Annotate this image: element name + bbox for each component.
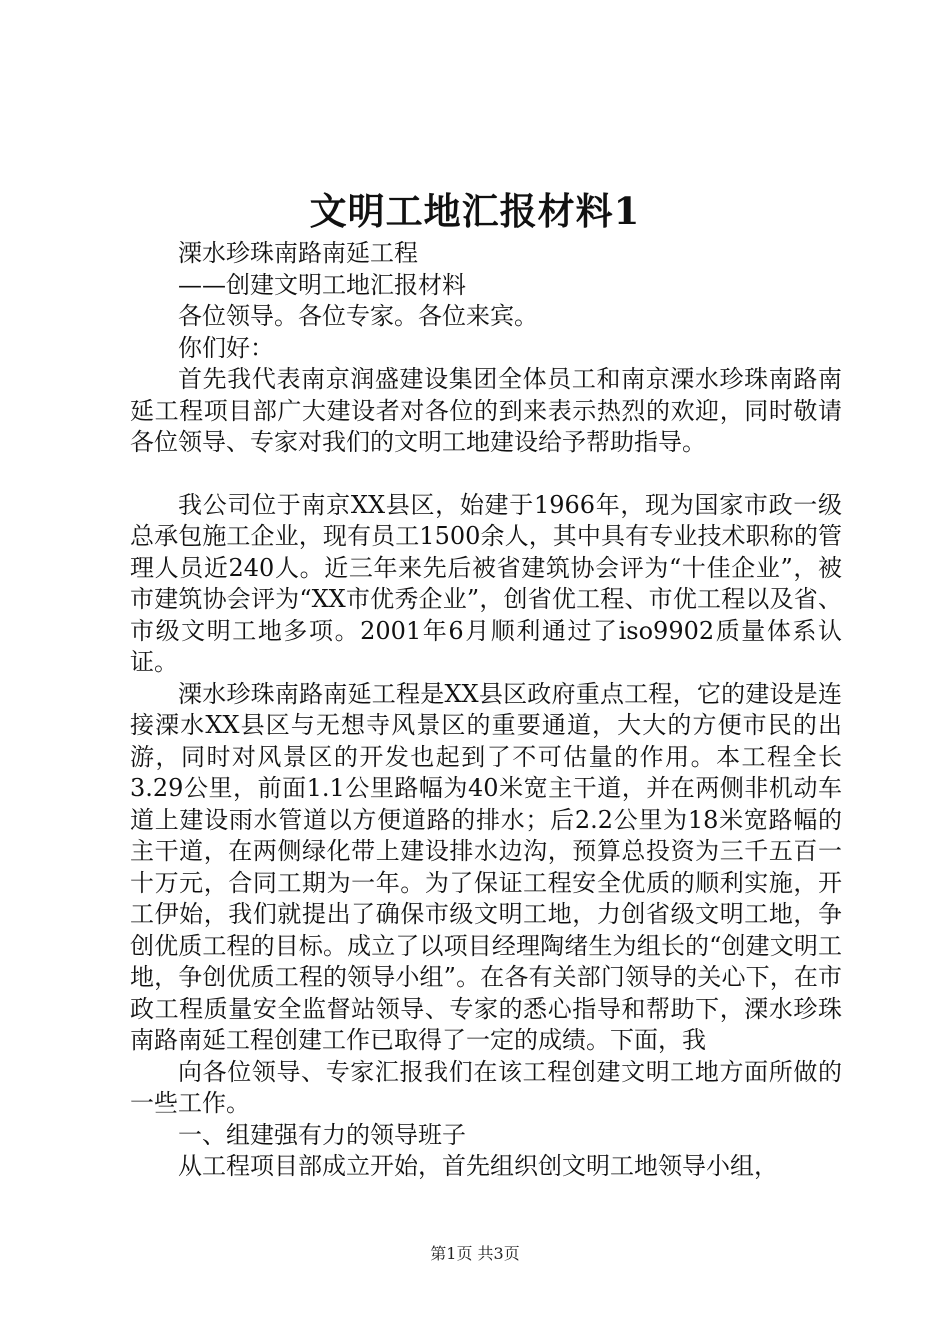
paragraph-report-intro: 向各位领导、专家汇报我们在该工程创建文明工地方面所做的一些工作。 — [130, 1057, 842, 1117]
paragraph-salutation: 各位领导。各位专家。各位来宾。 — [178, 302, 538, 330]
paragraph-welcome: 首先我代表南京润盛建设集团全体员工和南京溧水珍珠南路南延工程项目部广大建设者对各位的到来表示热烈的欢迎，同时敬请各位领导、专家对我们的文明工地建设给予帮助指导。 — [130, 365, 842, 456]
paragraph-greeting: 你们好： — [178, 333, 274, 362]
paragraph-company-intro: 我公司位于南京XX县区，始建于1966年，现为国家市政一级总承包施工企业，现有员工1500余人，其中具有专业技术职称的管理人员近240人。近三年来先后被省建筑协会评为“十佳企业”，被市建筑协会评为“XX市优秀企业”，创省优工程、市优工程以及省、市级文明工地多项。2001年6月顺利通过了iso9902质量体系认证。 — [130, 490, 842, 676]
paragraph-project-name: 溧水珍珠南路南延工程 — [178, 239, 418, 267]
document-title: 文明工地汇报材料1 — [309, 189, 641, 233]
page-footer: 第1页 共3页 — [430, 1244, 520, 1263]
paragraph-subtitle: ——创建文明工地汇报材料 — [178, 270, 466, 299]
section-heading: 一、组建强有力的领导班子 — [178, 1120, 466, 1149]
paragraph-project-intro: 溧水珍珠南路南延工程是XX县区政府重点工程，它的建设是连接溧水XX县区与无想寺风景区的重要通道，大大的方便市民的出游，同时对风景区的开发也起到了不可估量的作用。本工程全长3.29公里，前面1.1公里路幅为40米宽主干道，并在两侧非机动车道上建设雨水管道以方便道路的排水；后2.2公里为18米宽路幅的主干道，在两侧绿化带上建设排水边沟，预算总投资为三千五百一十万元，合同工期为一年。为了保证工程安全优质的顺利实施，开工伊始，我们就提出了确保市级文明工地，力创省级文明工地，争创优质工程的目标。成立了以项目经理陶绪生为组长的“创建文明工地，争创优质工程的领导小组”。在各有关部门领导的关心下，在市政工程质量安全监督站领导、专家的悉心指导和帮助下，溧水珍珠南路南延工程创建工作已取得了一定的成绩。下面，我 — [130, 679, 842, 1054]
document-body — [130, 238, 842, 1183]
paragraph-section-start: 从工程项目部成立开始，首先组织创文明工地领导小组， — [178, 1152, 778, 1180]
